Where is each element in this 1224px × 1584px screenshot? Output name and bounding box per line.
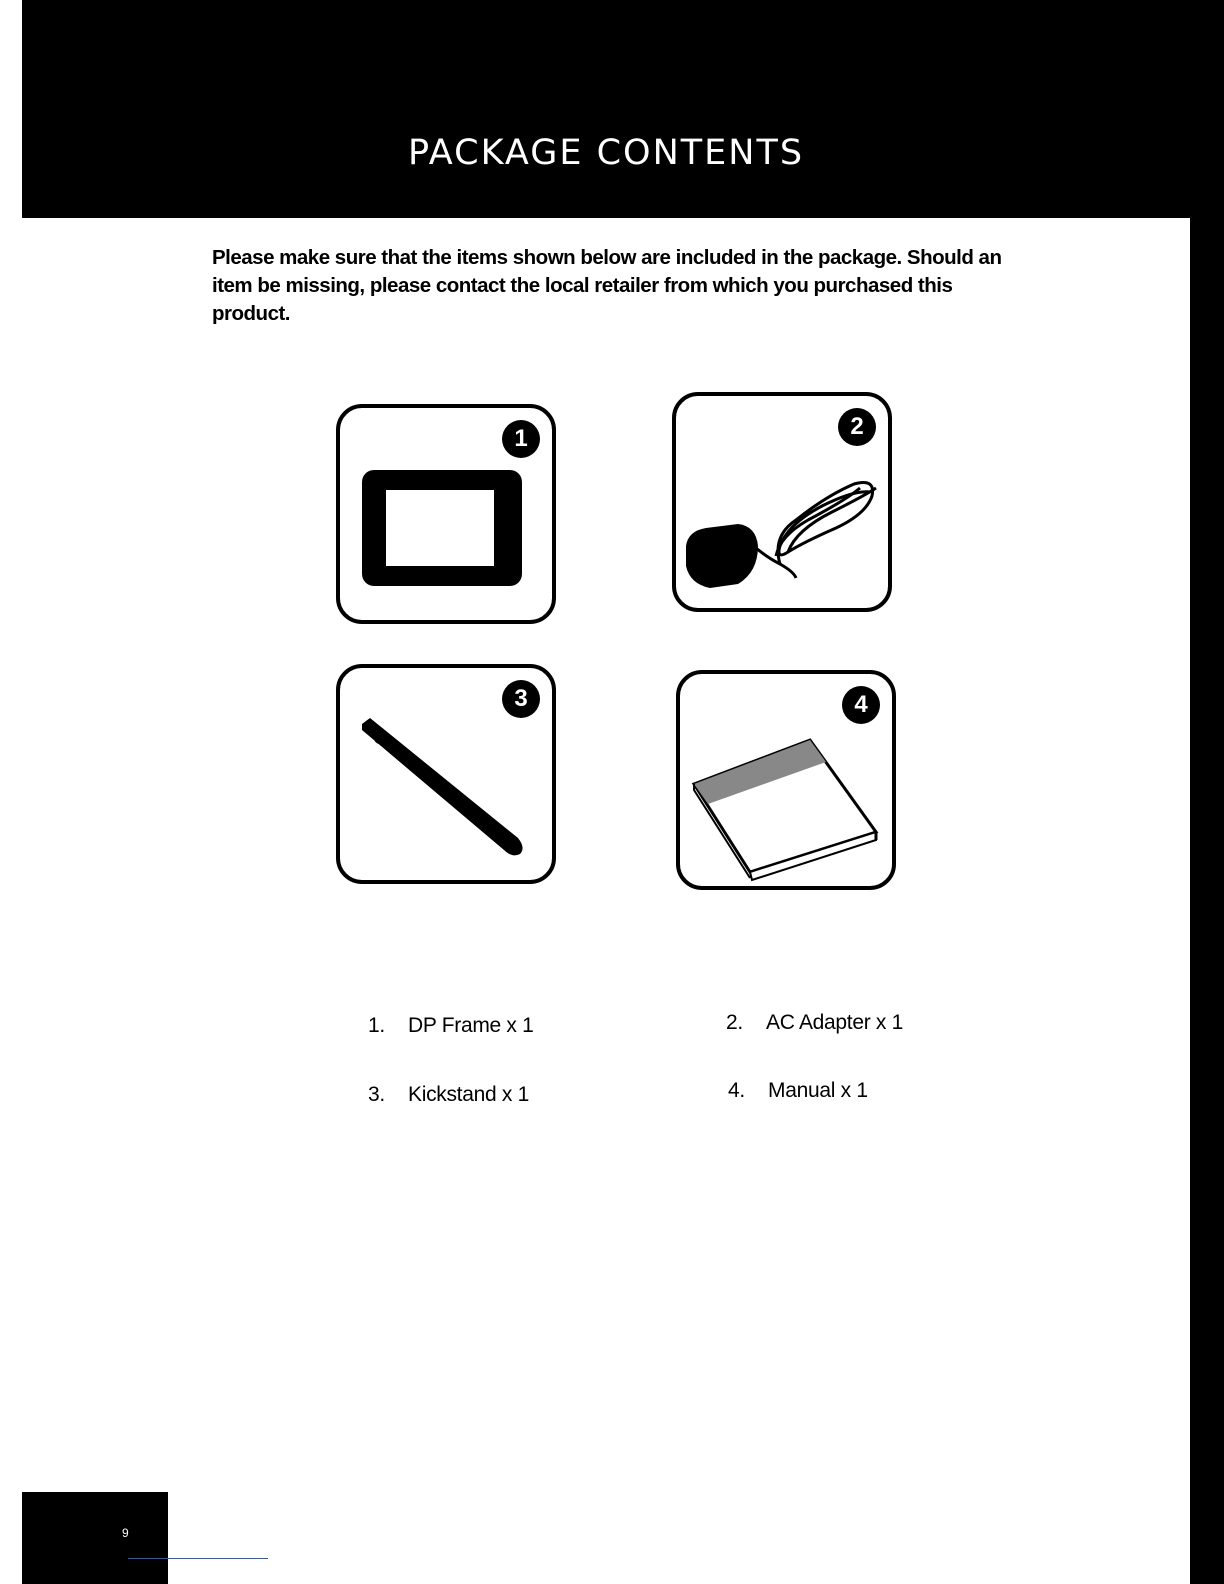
- page-number: 9: [122, 1526, 129, 1540]
- intro-paragraph: Please make sure that the items shown below are included in the package. Should an item be missing, please contact the local retailer from which you purchased this product.: [212, 246, 1002, 325]
- item-number-badge: 2: [838, 408, 876, 446]
- list-item-number: 4.: [728, 1079, 745, 1102]
- list-item: [368, 1083, 529, 1107]
- item-box-ac-adapter: [672, 392, 892, 612]
- list-item: [726, 1011, 903, 1035]
- item-number-badge: 1: [502, 420, 540, 458]
- item-box-manual: [676, 670, 896, 890]
- item-box-kickstand: [336, 664, 556, 884]
- list-item-label: AC Adapter x 1: [766, 1011, 904, 1034]
- item-number-badge: 4: [842, 686, 880, 724]
- page-left-edge: [0, 0, 22, 1584]
- list-item-number: 1.: [368, 1014, 385, 1037]
- list-item-label: DP Frame x 1: [408, 1014, 534, 1037]
- list-item-number: 2.: [726, 1011, 743, 1034]
- footer-page-tab: [22, 1492, 168, 1584]
- item-box-dp-frame: [336, 404, 556, 624]
- page-title: PACKAGE CONTENTS: [407, 133, 805, 173]
- list-item-label: Manual x 1: [768, 1079, 868, 1102]
- header-bar: [22, 0, 1190, 218]
- list-item-number: 3.: [368, 1083, 385, 1106]
- item-number-badge: 3: [502, 680, 540, 718]
- footer-divider: [128, 1558, 268, 1559]
- list-item: [728, 1079, 868, 1103]
- list-item: [368, 1014, 534, 1038]
- page-right-edge: [1190, 0, 1224, 1584]
- list-item-label: Kickstand x 1: [408, 1083, 529, 1106]
